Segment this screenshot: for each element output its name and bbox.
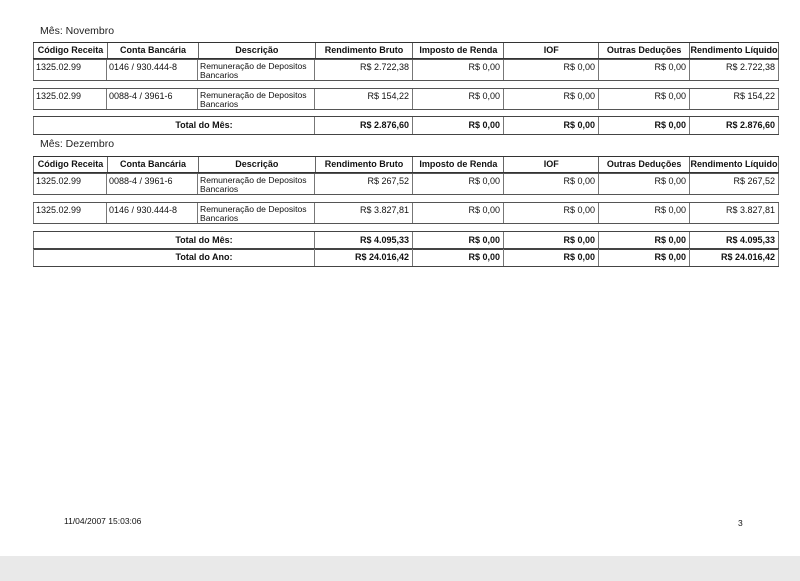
cell-descricao: Remuneração de Depositos Bancarios <box>198 174 315 194</box>
cell-bruto: R$ 2.722,38 <box>315 60 413 80</box>
cell-bruto: R$ 154,22 <box>315 89 413 109</box>
cell-iof: R$ 0,00 <box>504 174 599 194</box>
header-rendimento-bruto: Rendimento Bruto <box>316 43 414 58</box>
year-total-imposto: R$ 0,00 <box>413 249 504 266</box>
cell-imposto: R$ 0,00 <box>413 174 504 194</box>
cell-iof: R$ 0,00 <box>504 203 599 223</box>
header-imposto-de-renda: Imposto de Renda <box>413 157 504 172</box>
year-total-liquido: R$ 24.016,42 <box>690 249 779 266</box>
total-liquido: R$ 2.876,60 <box>690 117 779 134</box>
year-total-bruto: R$ 24.016,42 <box>315 249 413 266</box>
cell-imposto: R$ 0,00 <box>413 60 504 80</box>
table-header <box>33 156 779 173</box>
cell-conta: 0088-4 / 3961-6 <box>107 174 198 194</box>
header-imposto-de-renda: Imposto de Renda <box>413 43 504 58</box>
footer-timestamp: 11/04/2007 15:03:06 <box>64 516 142 526</box>
cell-codigo: 1325.02.99 <box>33 174 107 194</box>
cell-imposto: R$ 0,00 <box>413 203 504 223</box>
total-liquido: R$ 4.095,33 <box>690 232 779 249</box>
cell-conta: 0146 / 930.444-8 <box>107 60 198 80</box>
scan-mark <box>10 1 14 7</box>
cell-liquido: R$ 3.827,81 <box>690 203 779 223</box>
header-conta-bancaria: Conta Bancária <box>108 157 199 172</box>
total-bruto: R$ 4.095,33 <box>315 232 413 249</box>
total-year-label: Total do Ano: <box>33 249 315 266</box>
table-row <box>33 59 779 81</box>
month-title-novembro: Mês: Novembro <box>40 25 115 37</box>
year-total-iof: R$ 0,00 <box>504 249 599 266</box>
cell-codigo: 1325.02.99 <box>33 60 107 80</box>
total-outras: R$ 0,00 <box>599 232 690 249</box>
header-outras-deducoes: Outras Deduções <box>599 157 690 172</box>
cell-descricao: Remuneração de Depositos Bancarios <box>198 60 315 80</box>
table-row <box>33 202 779 224</box>
scan-shadow <box>0 556 800 581</box>
cell-outras: R$ 0,00 <box>599 174 690 194</box>
header-codigo-receita: Código Receita <box>33 43 108 58</box>
total-bruto: R$ 2.876,60 <box>315 117 413 134</box>
total-imposto: R$ 0,00 <box>413 117 504 134</box>
cell-conta: 0088-4 / 3961-6 <box>107 89 198 109</box>
year-total-outras: R$ 0,00 <box>599 249 690 266</box>
cell-codigo: 1325.02.99 <box>33 89 107 109</box>
header-iof: IOF <box>504 43 599 58</box>
header-descricao: Descrição <box>199 43 316 58</box>
total-month-label: Total do Mês: <box>33 117 315 134</box>
total-iof: R$ 0,00 <box>504 232 599 249</box>
cell-outras: R$ 0,00 <box>599 60 690 80</box>
month-total-row <box>33 116 779 135</box>
header-codigo-receita: Código Receita <box>33 157 108 172</box>
cell-codigo: 1325.02.99 <box>33 203 107 223</box>
cell-bruto: R$ 3.827,81 <box>315 203 413 223</box>
cell-descricao: Remuneração de Depositos Bancarios <box>198 203 315 223</box>
cell-descricao: Remuneração de Depositos Bancarios <box>198 89 315 109</box>
header-outras-deducoes: Outras Deduções <box>599 43 690 58</box>
header-rendimento-liquido: Rendimento Líquido <box>690 43 779 58</box>
cell-conta: 0146 / 930.444-8 <box>107 203 198 223</box>
total-month-label: Total do Mês: <box>33 232 315 249</box>
table-row <box>33 88 779 110</box>
total-outras: R$ 0,00 <box>599 117 690 134</box>
header-conta-bancaria: Conta Bancária <box>108 43 199 58</box>
year-total-row <box>33 248 779 267</box>
cell-liquido: R$ 2.722,38 <box>690 60 779 80</box>
cell-outras: R$ 0,00 <box>599 89 690 109</box>
header-rendimento-liquido: Rendimento Líquido <box>690 157 779 172</box>
cell-liquido: R$ 267,52 <box>690 174 779 194</box>
header-descricao: Descrição <box>199 157 316 172</box>
cell-outras: R$ 0,00 <box>599 203 690 223</box>
table-row <box>33 173 779 195</box>
cell-iof: R$ 0,00 <box>504 60 599 80</box>
cell-iof: R$ 0,00 <box>504 89 599 109</box>
total-imposto: R$ 0,00 <box>413 232 504 249</box>
cell-bruto: R$ 267,52 <box>315 174 413 194</box>
cell-imposto: R$ 0,00 <box>413 89 504 109</box>
table-header <box>33 42 779 59</box>
total-iof: R$ 0,00 <box>504 117 599 134</box>
cell-liquido: R$ 154,22 <box>690 89 779 109</box>
page-number: 3 <box>738 518 743 528</box>
month-title-dezembro: Mês: Dezembro <box>40 138 115 150</box>
header-iof: IOF <box>504 157 599 172</box>
header-rendimento-bruto: Rendimento Bruto <box>316 157 414 172</box>
